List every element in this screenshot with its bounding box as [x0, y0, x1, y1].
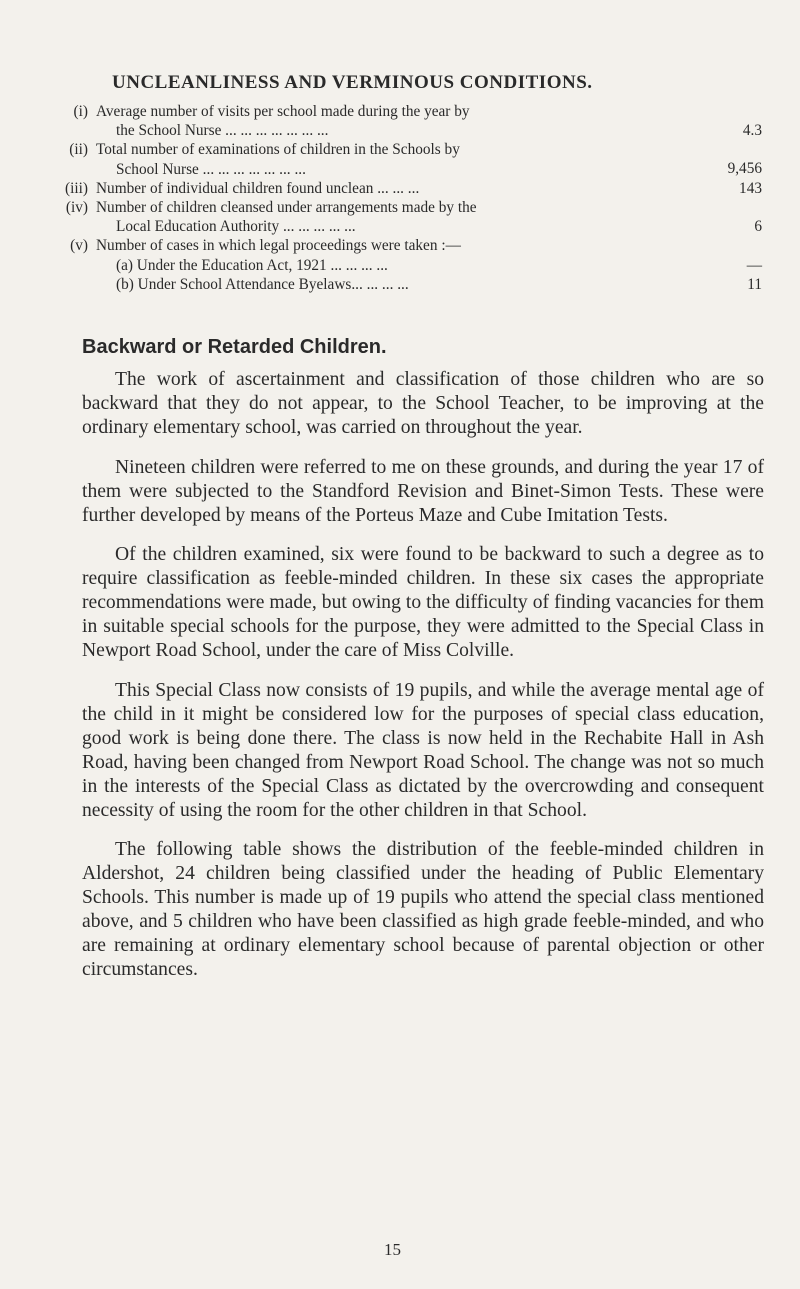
stat-row	[52, 179, 762, 198]
stat-row	[52, 140, 762, 178]
page-number: 15	[384, 1240, 401, 1259]
stat-text: Local Education Authority ... ... ... ... ...	[116, 218, 356, 236]
stat-value: 9,456	[727, 160, 762, 178]
page-title: UNCLEANLINESS AND VERMINOUS CONDITIONS.	[112, 72, 593, 93]
stat-value: 6	[754, 218, 762, 236]
stat-number: (i)	[73, 103, 88, 120]
paragraph: The following table shows the distribution of the feeble-minded children in Aldershot, 24 children being classified under the heading of Public Elementary Schools. This number is made up of 19 pupils who attend the special class mentioned above, and 5 children who have been classified as high grade feeble-minded, and who are remaining at ordinary elementary school because of parental objection or other circumstances.	[82, 839, 764, 980]
body-text	[82, 368, 764, 998]
paragraph: Nineteen children were referred to me on these grounds, and during the year 17 of them were subjected to the Standford Revision and Binet-Simon Tests. These were further developed by means of the Porteus Maze and Cube Imitation Tests.	[82, 456, 764, 526]
stat-row	[52, 256, 762, 275]
stat-text: Average number of visits per school made during the year by	[96, 103, 470, 120]
stat-number: (v)	[70, 237, 88, 255]
stat-text: Number of individual children found unclean ... ... ...	[96, 179, 420, 197]
stat-number: (ii)	[69, 141, 88, 159]
stat-row	[52, 236, 762, 255]
stat-value: —	[746, 256, 762, 274]
stat-text: (b) Under School Attendance Byelaws... ... ... ...	[116, 275, 409, 293]
section-heading: Backward or Retarded Children.	[82, 336, 387, 358]
stat-row	[52, 275, 762, 294]
stat-text: (a) Under the Education Act, 1921 ... ... ... ...	[116, 256, 388, 274]
stat-text: Total number of examinations of children in the Schools by	[96, 141, 460, 159]
stat-number: (iv)	[65, 199, 88, 217]
stat-row	[52, 102, 762, 140]
stat-text: School Nurse ... ... ... ... ... ... ...	[116, 160, 306, 178]
stat-number: (iii)	[65, 179, 88, 197]
paragraph: The work of ascertainment and classification of those children who are so backward that they do not appear, to the School Teacher, to be improving at the ordinary elementary school, was carried on throughout the year.	[82, 369, 764, 438]
paragraph: Of the children examined, six were found to be backward to such a degree as to require classification as feeble-minded children. In these six cases the appropriate recommendations were made, but owing to the difficulty of finding vacancies for them in suitable special schools for the purpose, they were admitted to the Special Class in Newport Road School, under the care of Miss Colville.	[82, 544, 764, 662]
stat-value: 143	[739, 179, 762, 197]
stat-text: the School Nurse ... ... ... ... ... ... ...	[116, 122, 329, 140]
stat-text: Number of cases in which legal proceedings were taken :—	[96, 237, 461, 255]
statistics-list	[52, 102, 762, 294]
stat-text: Number of children cleansed under arrangements made by the	[96, 199, 477, 217]
stat-row	[52, 198, 762, 236]
stat-value: 11	[747, 275, 762, 293]
stat-value: 4.3	[742, 122, 762, 139]
paragraph: This Special Class now consists of 19 pupils, and while the average mental age of the child in it might be considered low for the purposes of special class education, good work is being done there. The class is now held in the Rechabite Hall in Ash Road, having been changed from Newport Road School. The change was not so much in the interests of the Special Class as dictated by the overcrowding and consequent necessity of using the room for the other children in that School.	[82, 679, 764, 821]
